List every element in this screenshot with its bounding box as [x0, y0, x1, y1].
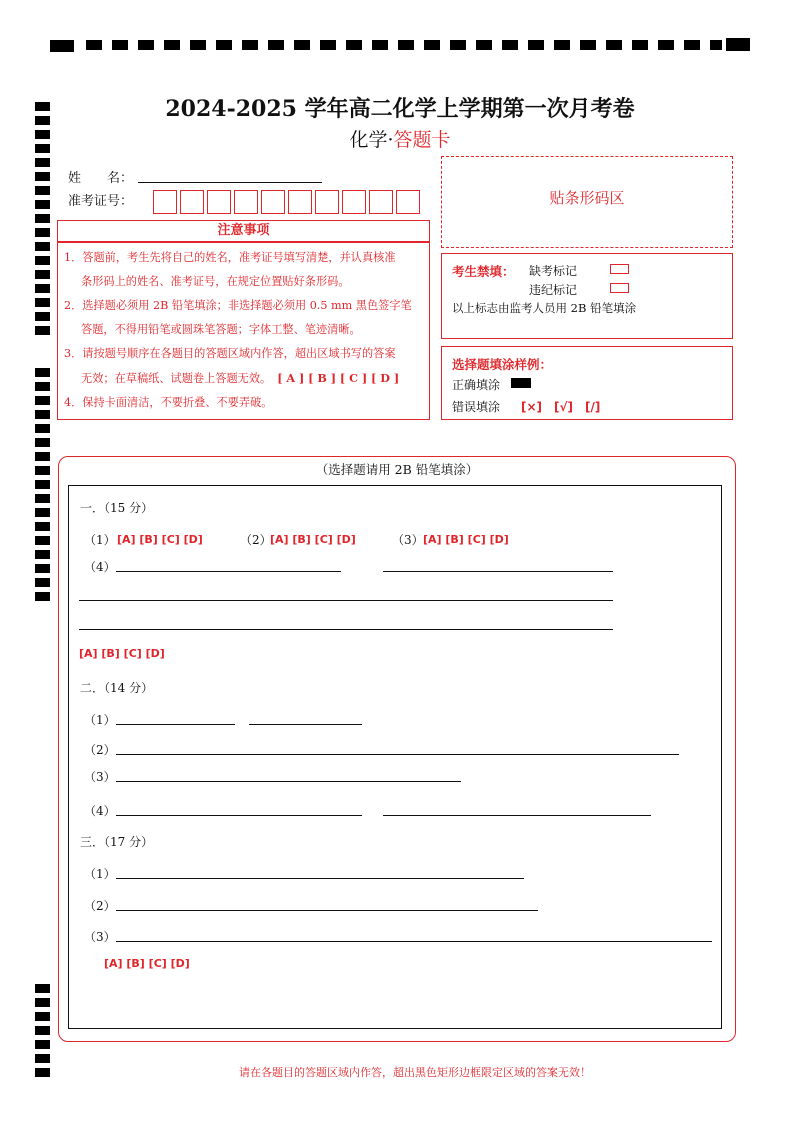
- name-field[interactable]: [138, 182, 322, 183]
- id-digit-box[interactable]: [288, 190, 312, 214]
- answer-area-inner: [68, 485, 722, 1029]
- answer-line[interactable]: [116, 754, 679, 755]
- id-digit-box[interactable]: [261, 190, 285, 214]
- notice-item: 3．请按题号顺序在各题目的答题区域内作答，超出区域书写的答案: [64, 347, 396, 360]
- absent-label: 缺考标记: [529, 264, 578, 278]
- answer-line[interactable]: [116, 878, 524, 879]
- q2-part2-label: （2）: [84, 743, 116, 757]
- q1-part2-label: （2）: [240, 533, 272, 547]
- answer-line[interactable]: [79, 629, 613, 630]
- barcode-area[interactable]: [441, 156, 733, 248]
- q1-part1-label: （1）: [84, 533, 116, 547]
- notice-item-cont: 答题，不得用铅笔或圆珠笔答题；字体工整、笔迹清晰。: [81, 323, 361, 336]
- id-digit-box[interactable]: [342, 190, 366, 214]
- answer-line[interactable]: [383, 815, 651, 816]
- notice-list: [64, 246, 430, 415]
- violation-label: 违纪标记: [529, 283, 578, 297]
- q2-part3-label: （3）: [84, 770, 116, 784]
- q3-header: 三．（17 分）: [80, 835, 154, 849]
- q2-header: 二．（14 分）: [80, 681, 154, 695]
- forbidden-label: 考生禁填：: [452, 264, 515, 279]
- q1-part1-options[interactable]: [A] [B] [C] [D]: [117, 533, 203, 546]
- answer-line[interactable]: [116, 571, 341, 572]
- violation-checkbox[interactable]: [610, 283, 629, 293]
- notice-item: 2．选择题必须用 2B 铅笔填涂；非选择题必须用 0.5 mm 黑色签字笔: [64, 299, 412, 312]
- answer-line[interactable]: [249, 724, 362, 725]
- id-digit-box[interactable]: [207, 190, 231, 214]
- q1-tail-options[interactable]: [A] [B] [C] [D]: [79, 647, 165, 660]
- subtitle-card: 答题卡: [393, 129, 451, 151]
- q1-part4-label: （4）: [84, 560, 116, 574]
- id-label: 准考证号：: [68, 194, 134, 209]
- sample-correct-label: 正确填涂: [452, 378, 501, 392]
- barcode-label: 贴条形码区: [549, 189, 625, 207]
- filled-mark-icon: [511, 378, 531, 388]
- notice-item-text: 无效；在草稿纸、试题卷上答题无效。: [81, 372, 272, 385]
- page-title: 2024-2025 学年高二化学上学期第一次月考卷: [165, 96, 635, 122]
- answer-line[interactable]: [116, 910, 538, 911]
- answer-line[interactable]: [116, 724, 235, 725]
- forbidden-note: 以上标志由监考人员用 2B 铅笔填涂: [452, 301, 637, 315]
- q3-part1-label: （1）: [84, 867, 116, 881]
- id-digit-box[interactable]: [396, 190, 420, 214]
- q1-part2-options[interactable]: [A] [B] [C] [D]: [270, 533, 356, 546]
- notice-title: 注意事项: [217, 223, 270, 238]
- notice-item-cont: [64, 366, 430, 391]
- page-subtitle: [0, 125, 800, 152]
- name-label: 姓 名：: [68, 171, 134, 186]
- notice-item: 1．答题前，考生先将自己的姓名，准考证号填写清楚，并认真核准: [64, 251, 396, 264]
- sample-wrong-label: 错误填涂: [452, 400, 501, 414]
- wrong-marks: [×] [√] [/]: [521, 400, 601, 414]
- answer-line[interactable]: [116, 941, 712, 942]
- id-digit-box[interactable]: [180, 190, 204, 214]
- q2-part4-label: （4）: [84, 804, 116, 818]
- answer-line[interactable]: [116, 781, 461, 782]
- q3-options[interactable]: [A] [B] [C] [D]: [104, 957, 190, 970]
- answer-line[interactable]: [79, 600, 613, 601]
- q1-part3-label: （3）: [392, 533, 424, 547]
- notice-item-cont: 条形码上的姓名、准考证号，在规定位置贴好条形码。: [81, 275, 350, 288]
- absent-checkbox[interactable]: [610, 264, 629, 274]
- id-digit-box[interactable]: [315, 190, 339, 214]
- q3-part2-label: （2）: [84, 899, 116, 913]
- q1-header: 一．（15 分）: [80, 501, 154, 515]
- q3-part3-label: （3）: [84, 930, 116, 944]
- answer-line[interactable]: [383, 571, 613, 572]
- q1-part3-options[interactable]: [A] [B] [C] [D]: [423, 533, 509, 546]
- q2-part1-label: （1）: [84, 713, 116, 727]
- notice-item: 4．保持卡面清洁，不要折叠、不要弄破。: [64, 396, 273, 409]
- answer-instruction: （选择题请用 2B 铅笔填涂）: [315, 462, 479, 477]
- sample-title: 选择题填涂样例：: [452, 357, 553, 372]
- subtitle-subject: 化学·: [349, 129, 394, 151]
- notice-options: [ A ] [ B ] [ C ] [ D ]: [277, 371, 400, 385]
- answer-line[interactable]: [116, 815, 362, 816]
- id-digit-box[interactable]: [153, 190, 177, 214]
- id-digit-box[interactable]: [234, 190, 258, 214]
- footer-warning: 请在各题目的答题区域内作答，超出黑色矩形边框限定区域的答案无效！: [239, 1066, 591, 1079]
- id-digit-box[interactable]: [369, 190, 393, 214]
